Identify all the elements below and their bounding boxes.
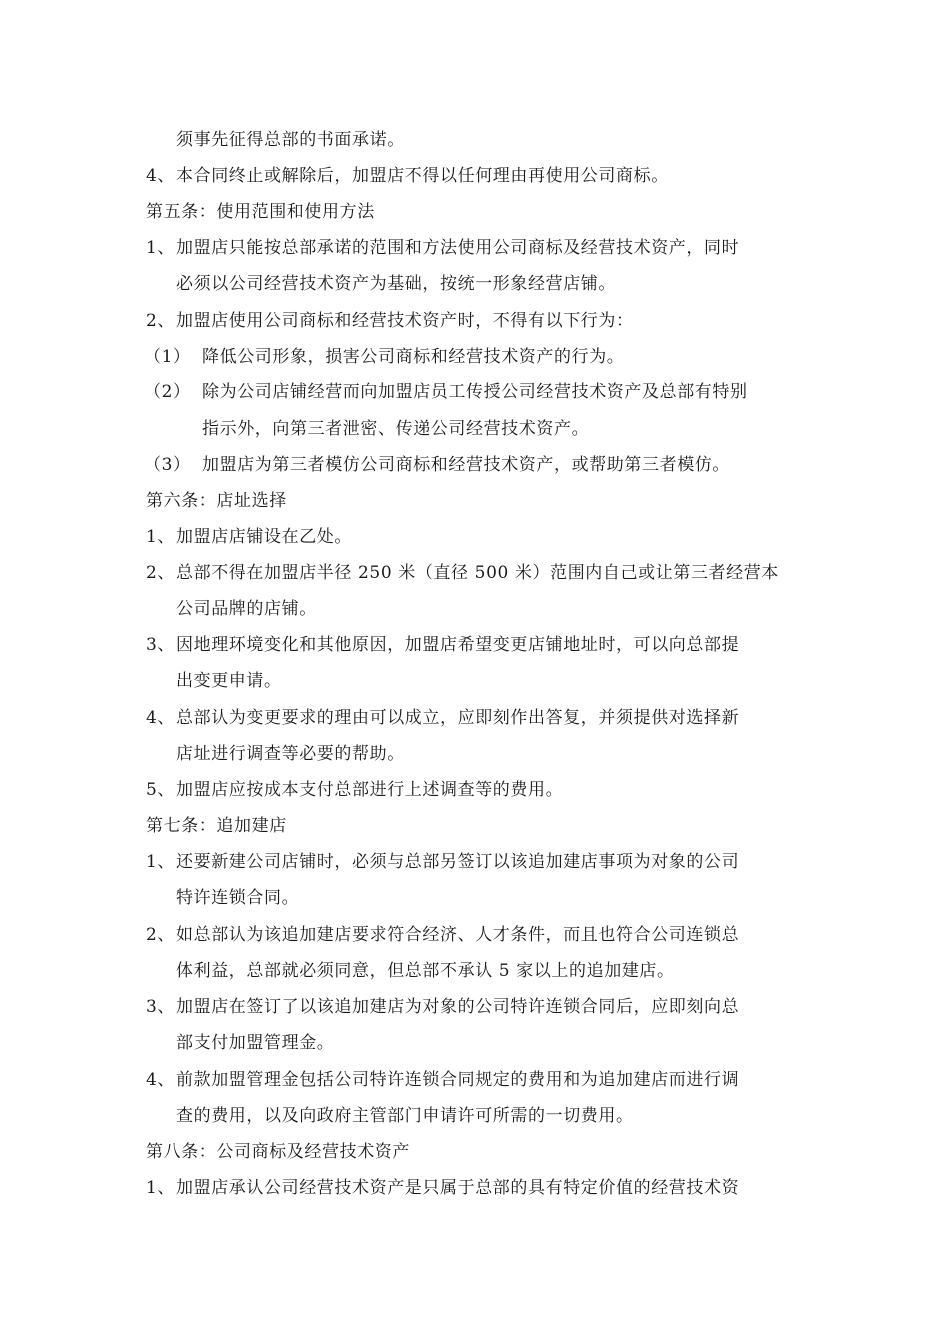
list-item-text: 总部不得在加盟店半径 250 米（直径 500 米）范围内自己或让第三者经营本: [176, 563, 779, 583]
list-item-text: 因地理环境变化和其他原因，加盟店希望变更店铺地址时，可以向总部提: [176, 635, 740, 655]
list-item-number: 2、: [146, 311, 176, 331]
list-item-text: 降低公司形象，损害公司商标和经营技术资产的行为。: [202, 347, 625, 367]
section-heading: 第六条：店址选择: [146, 491, 287, 511]
list-item-text: 加盟店店铺设在乙处。: [176, 527, 352, 547]
list-item-text: 加盟店使用公司商标和经营技术资产时，不得有以下行为：: [176, 311, 634, 331]
list-item-number: 2、: [146, 925, 176, 945]
list-item-number: 5、: [146, 780, 176, 800]
section-heading: 第八条：公司商标及经营技术资产: [146, 1142, 410, 1162]
list-item-text: 总部认为变更要求的理由可以成立，应即刻作出答复，并须提供对选择新: [176, 708, 740, 728]
list-item-text: 出变更申请。: [176, 671, 282, 691]
list-item-number: 4、: [146, 1070, 176, 1090]
list-item-text: 必须以公司经营技术资产为基础，按统一形象经营店铺。: [176, 274, 616, 294]
list-item-text: 加盟店为第三者模仿公司商标和经营技术资产，或帮助第三者模仿。: [202, 455, 730, 475]
list-item-text: 店址进行调查等必要的帮助。: [176, 744, 405, 764]
list-item-text: 除为公司店铺经营而向加盟店员工传授公司经营技术资产及总部有特别: [202, 382, 748, 402]
section-heading: 第五条：使用范围和使用方法: [146, 202, 375, 222]
list-item-text: 加盟店应按成本支付总部进行上述调查等的费用。: [176, 780, 564, 800]
list-item-text: 加盟店在签订了以该追加建店为对象的公司特许连锁合同后，应即刻向总: [176, 997, 740, 1017]
list-item-text: 指示外，向第三者泄密、传递公司经营技术资产。: [202, 419, 590, 439]
list-item-number: （3）: [144, 455, 191, 475]
list-item-number: 2、: [146, 563, 176, 583]
list-item-number: 1、: [146, 1178, 176, 1198]
list-item-text: 部支付加盟管理金。: [176, 1033, 335, 1053]
list-item-text: 如总部认为该追加建店要求符合经济、人才条件，而且也符合公司连锁总: [176, 925, 740, 945]
list-item-text: 本合同终止或解除后，加盟店不得以任何理由再使用公司商标。: [176, 166, 669, 186]
list-item-number: 4、: [146, 708, 176, 728]
list-item-number: 4、: [146, 166, 176, 186]
list-item-text: 加盟店承认公司经营技术资产是只属于总部的具有特定价值的经营技术资: [176, 1178, 740, 1198]
list-item-text: 前款加盟管理金包括公司特许连锁合同规定的费用和为追加建店而进行调: [176, 1070, 740, 1090]
list-item-number: 3、: [146, 997, 176, 1017]
list-item-text: 加盟店只能按总部承诺的范围和方法使用公司商标及经营技术资产，同时: [176, 238, 740, 258]
list-item-number: （2）: [144, 382, 191, 402]
list-item-number: 3、: [146, 635, 176, 655]
list-item-text: 特许连锁合同。: [176, 888, 300, 908]
list-item-number: 1、: [146, 527, 176, 547]
list-item-number: 1、: [146, 238, 176, 258]
list-item-number: （1）: [144, 347, 191, 367]
list-item-text: 查的费用，以及向政府主管部门申请许可所需的一切费用。: [176, 1106, 634, 1126]
list-item-number: 1、: [146, 852, 176, 872]
list-item-text: 公司品牌的店铺。: [176, 599, 317, 619]
list-item-text: 体利益，总部就必须同意，但总部不承认 5 家以上的追加建店。: [176, 961, 675, 981]
list-item-text: 还要新建公司店铺时，必须与总部另签订以该追加建店事项为对象的公司: [176, 852, 740, 872]
list-item-text: 须事先征得总部的书面承诺。: [176, 130, 405, 150]
section-heading: 第七条：追加建店: [146, 816, 287, 836]
